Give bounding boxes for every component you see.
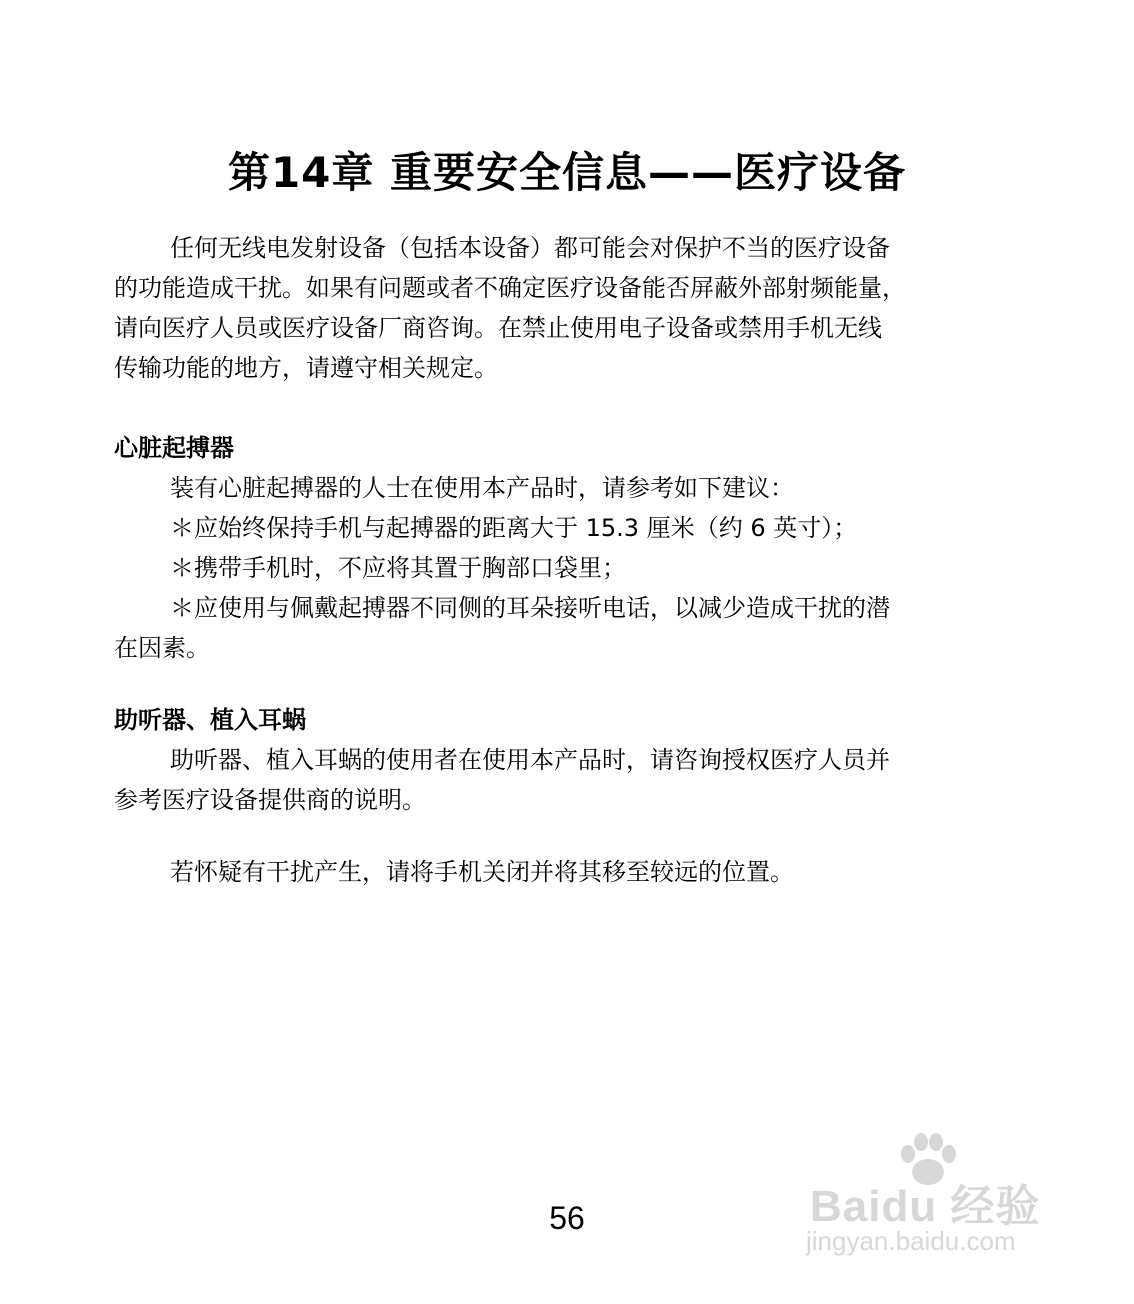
intro-line-3: 请向医疗人员或医疗设备厂商咨询。在禁止使用电子设备或禁用手机无线 <box>114 314 882 342</box>
intro-line-2: 的功能造成干扰。如果有问题或者不确定医疗设备能否屏蔽外部射频能量， <box>114 274 906 302</box>
page-number: 56 <box>549 1200 585 1236</box>
watermark-url: jingyan.baidu.com <box>806 1226 1016 1256</box>
hearing-line-1: 助听器、植入耳蜗的使用者在使用本产品时，请咨询授权医疗人员并 <box>170 746 890 774</box>
spacer <box>114 388 1014 428</box>
section-heading-hearing: 助听器、植入耳蜗 <box>114 706 306 734</box>
pacemaker-bullet-3: ＊应使用与佩戴起搏器不同侧的耳朵接听电话，以减少造成干扰的潜 <box>170 594 890 622</box>
section-heading-pacemaker: 心脏起搏器 <box>114 434 234 462</box>
pacemaker-intro: 装有心脏起搏器的人士在使用本产品时，请参考如下建议： <box>170 474 794 502</box>
intro-line-4: 传输功能的地方，请遵守相关规定。 <box>114 354 498 382</box>
hearing-line-2: 参考医疗设备提供商的说明。 <box>114 786 426 814</box>
pacemaker-bullet-2: ＊携带手机时，不应将其置于胸部口袋里； <box>170 554 626 582</box>
closing-paragraph: 若怀疑有干扰产生，请将手机关闭并将其移至较远的位置。 <box>170 858 794 886</box>
spacer <box>114 668 1014 700</box>
watermark-brand: Baidu 经验 <box>810 1182 1041 1231</box>
watermark <box>800 1130 1080 1260</box>
intro-line-1: 任何无线电发射设备（包括本设备）都可能会对保护不当的医疗设备 <box>170 234 890 262</box>
page-title: 第14章 重要安全信息——医疗设备 <box>227 148 907 198</box>
document-body <box>114 228 1014 892</box>
pacemaker-bullet-3-cont: 在因素。 <box>114 634 210 662</box>
pacemaker-bullet-1: ＊应始终保持手机与起搏器的距离大于 15.3 厘米（约 6 英寸）； <box>170 514 858 542</box>
spacer <box>114 820 1014 852</box>
